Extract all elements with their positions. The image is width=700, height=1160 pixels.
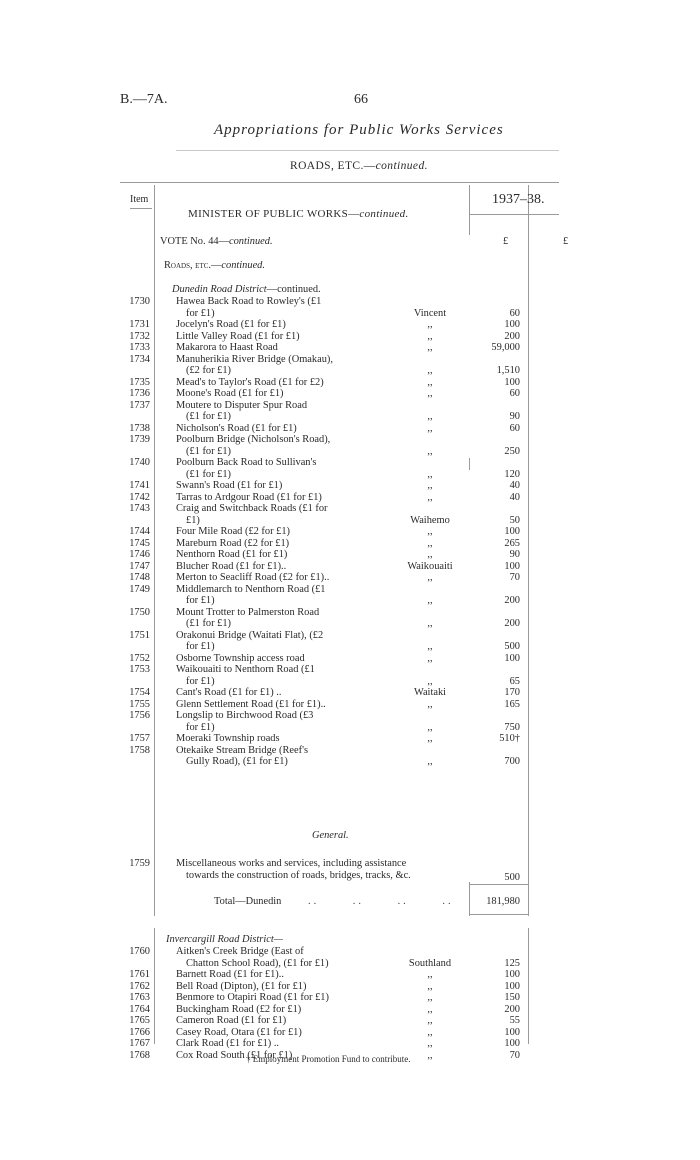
- item-number: 1760: [129, 946, 150, 957]
- leader-dots: .. .. .. ..: [308, 896, 454, 907]
- row-amount: 90: [509, 411, 520, 422]
- item-number: 1751: [129, 629, 150, 641]
- row-amount: 59,000: [491, 342, 520, 353]
- row-description-cont: (£2 for £1): [186, 365, 232, 376]
- item-number: 1762: [129, 980, 150, 992]
- county-name: ,,: [427, 618, 433, 629]
- row-description-cont: for £1): [186, 675, 215, 687]
- row-description: Waikouaiti to Nenthorn Road (£1: [176, 664, 315, 675]
- row-amount: 100: [504, 652, 520, 664]
- item-number: 1743: [129, 503, 150, 514]
- item-number: 1738: [129, 422, 150, 434]
- item-number: 1759: [129, 858, 150, 869]
- item-number: 1750: [129, 606, 150, 618]
- item-number: 1734: [129, 353, 150, 365]
- general-heading: General.: [312, 830, 349, 841]
- row-description: Tarras to Ardgour Road (£1 for £1): [176, 491, 322, 503]
- total-amount: 181,980: [486, 896, 520, 907]
- county-name: ,,: [427, 980, 433, 992]
- row-description: Otekaike Stream Bridge (Reef's: [176, 744, 308, 756]
- item-number: 1739: [129, 434, 150, 445]
- row-amount: 100: [504, 1038, 520, 1049]
- county-name: ,,: [427, 526, 433, 537]
- row-amount: 750: [504, 721, 520, 733]
- ministry-heading: MINISTER OF PUBLIC WORKS—continued.: [188, 208, 409, 220]
- county-name: ,,: [427, 992, 433, 1003]
- county-name: ,,: [427, 698, 433, 710]
- item-number: 1736: [129, 388, 150, 399]
- county-name: ,,: [427, 445, 433, 457]
- item-number: 1763: [129, 992, 150, 1003]
- row-description-cont: (£1 for £1): [186, 445, 232, 457]
- row-description: Longslip to Birchwood Road (£3: [176, 710, 314, 721]
- row-amount: 60: [509, 388, 520, 399]
- item-number: 1746: [129, 549, 150, 560]
- item-number: 1744: [129, 526, 150, 537]
- document-ref: B.—7A.: [120, 92, 168, 107]
- row-amount: 500: [504, 872, 520, 883]
- county-name: ,,: [427, 468, 433, 480]
- row-description: Cameron Road (£1 for £1): [176, 1015, 287, 1026]
- item-number: 1735: [129, 376, 150, 388]
- row-amount: 500: [504, 641, 520, 652]
- item-number: 1765: [129, 1015, 150, 1026]
- item-number: 1745: [129, 537, 150, 549]
- row-description-cont: (£1 for £1): [186, 618, 232, 629]
- row-amount: 200: [504, 1003, 520, 1015]
- item-number: 1733: [129, 342, 150, 353]
- item-number: 1764: [129, 1003, 150, 1015]
- county-name: ,,: [427, 330, 433, 342]
- row-amount: 510†: [499, 733, 520, 744]
- row-amount: 40: [509, 480, 520, 491]
- row-description-cont: Chatton School Road), (£1 for £1): [186, 957, 329, 969]
- pound-sign: £: [503, 236, 509, 247]
- row-amount: 170: [504, 687, 520, 698]
- county-name: Southland: [408, 957, 452, 969]
- row-description: Makarora to Haast Road: [176, 342, 278, 353]
- county-name: ,,: [427, 1038, 433, 1049]
- item-number: 1768: [129, 1049, 150, 1061]
- item-number: 1752: [129, 652, 150, 664]
- row-description-cont: (£1 for £1): [186, 411, 232, 422]
- total-label: Total—Dunedin: [214, 896, 282, 907]
- row-amount: 100: [504, 376, 520, 388]
- county-name: ,,: [427, 641, 433, 652]
- row-description: Clark Road (£1 for £1) ..: [176, 1038, 280, 1049]
- district-heading: Invercargill Road District—: [166, 934, 283, 945]
- row-description-cont: for £1): [186, 641, 215, 652]
- row-amount: 100: [504, 526, 520, 537]
- row-description: Osborne Township access road: [176, 652, 305, 664]
- row-amount: 60: [509, 307, 520, 319]
- row-description: Casey Road, Otara (£1 for £1): [176, 1026, 302, 1038]
- row-description: Buckingham Road (£2 for £1): [176, 1003, 302, 1015]
- county-name: Waikouaiti: [407, 560, 453, 572]
- row-amount: 120: [504, 468, 520, 480]
- row-description: Blucher Road (£1 for £1)..: [176, 560, 287, 572]
- county-name: ,,: [427, 572, 433, 583]
- row-amount: 150: [504, 992, 520, 1003]
- county-name: ,,: [427, 549, 433, 560]
- row-amount: 100: [504, 969, 520, 980]
- row-description: Cox Road South (£1 for £1): [176, 1049, 293, 1061]
- row-description-cont: Gully Road), (£1 for £1): [186, 756, 288, 767]
- county-name: ,,: [427, 1026, 433, 1038]
- row-description: Moone's Road (£1 for £1): [176, 388, 284, 399]
- county-name: ,,: [427, 480, 433, 491]
- row-amount: 100: [504, 319, 520, 330]
- item-number: 1731: [129, 319, 150, 330]
- county-name: ,,: [427, 1049, 433, 1061]
- pound-sign: £: [563, 236, 569, 247]
- row-description-cont: £1): [186, 514, 200, 526]
- item-number: 1742: [129, 491, 150, 503]
- county-name: ,,: [427, 1015, 433, 1026]
- row-description: Orakonui Bridge (Waitati Flat), (£2: [176, 629, 324, 641]
- row-description: Barnett Road (£1 for £1)..: [176, 969, 284, 980]
- item-number: 1732: [129, 330, 150, 342]
- section-subtitle: ROADS, ETC.—continued.: [290, 160, 428, 172]
- item-number: 1741: [129, 480, 150, 491]
- county-name: ,,: [427, 422, 433, 434]
- row-amount: 60: [509, 422, 520, 434]
- county-name: ,,: [427, 342, 433, 353]
- row-description: Mead's to Taylor's Road (£1 for £2): [176, 376, 324, 388]
- roads-heading: Roads, etc.—continued.: [164, 260, 265, 271]
- row-description: Swann's Road (£1 for £1): [176, 480, 283, 491]
- item-column-header: Item: [130, 194, 149, 205]
- item-number: 1761: [129, 969, 150, 980]
- county-name: ,,: [427, 675, 433, 687]
- row-description: Mareburn Road (£2 for £1): [176, 537, 290, 549]
- row-description: Little Valley Road (£1 for £1): [176, 330, 300, 342]
- county-name: ,,: [427, 652, 433, 664]
- footnote: † Employment Promotion Fund to contribute.: [246, 1054, 411, 1064]
- item-number: 1737: [129, 399, 150, 411]
- row-description: Middlemarch to Nenthorn Road (£1: [176, 583, 326, 595]
- row-amount: 125: [504, 957, 520, 969]
- county-name: Vincent: [413, 307, 447, 319]
- row-amount: 250: [504, 445, 520, 457]
- row-description-cont: towards the construction of roads, bridges, tracks, &c.: [186, 870, 411, 881]
- county-name: ,,: [427, 1003, 433, 1015]
- row-description: Four Mile Road (£2 for £1): [176, 526, 290, 537]
- item-number: 1758: [129, 744, 150, 756]
- row-amount: 65: [509, 675, 520, 687]
- county-name: ,,: [427, 319, 433, 330]
- row-amount: 700: [504, 756, 520, 767]
- row-description: Moeraki Township roads: [176, 733, 280, 744]
- page-title: Appropriations for Public Works Services: [214, 122, 504, 138]
- row-description-cont: (£1 for £1): [186, 468, 232, 480]
- row-description: Jocelyn's Road (£1 for £1): [176, 319, 286, 330]
- county-name: ,,: [427, 721, 433, 733]
- item-number: 1740: [129, 457, 150, 468]
- row-amount: 40: [509, 491, 520, 503]
- row-amount: 100: [504, 980, 520, 992]
- county-name: Waihemo: [410, 514, 450, 526]
- row-description-cont: for £1): [186, 721, 215, 733]
- row-description: Poolburn Bridge (Nicholson's Road),: [176, 434, 331, 445]
- row-amount: 1,510: [496, 365, 520, 376]
- county-name: ,,: [427, 595, 433, 606]
- district-heading: Dunedin Road District—continued.: [172, 284, 321, 295]
- row-description: Miscellaneous works and services, including assistance: [176, 858, 407, 869]
- row-description: Nenthorn Road (£1 for £1): [176, 549, 288, 560]
- row-amount: 100: [504, 1026, 520, 1038]
- item-number: 1754: [129, 687, 150, 698]
- county-name: ,,: [427, 411, 433, 422]
- row-description: Poolburn Back Road to Sullivan's: [176, 457, 317, 468]
- county-name: ,,: [427, 733, 433, 744]
- item-number: 1753: [129, 664, 150, 675]
- item-number: 1747: [129, 560, 150, 572]
- row-description: Merton to Seacliff Road (£2 for £1)..: [176, 572, 330, 583]
- row-description: Bell Road (Dipton), (£1 for £1): [176, 980, 307, 992]
- county-name: ,,: [427, 756, 433, 767]
- row-amount: 70: [509, 1049, 520, 1061]
- county-name: ,,: [427, 491, 433, 503]
- row-amount: 265: [504, 537, 520, 549]
- county-name: Waitaki: [413, 687, 447, 698]
- item-number: 1756: [129, 710, 150, 721]
- row-description-cont: for £1): [186, 307, 215, 319]
- row-description: Benmore to Otapiri Road (£1 for £1): [176, 992, 329, 1003]
- item-number: 1767: [129, 1038, 150, 1049]
- row-description: Nicholson's Road (£1 for £1): [176, 422, 297, 434]
- row-description: Glenn Settlement Road (£1 for £1)..: [176, 698, 326, 710]
- row-amount: 55: [509, 1015, 520, 1026]
- item-number: 1766: [129, 1026, 150, 1038]
- row-description: Moutere to Disputer Spur Road: [176, 399, 308, 411]
- row-amount: 70: [509, 572, 520, 583]
- year-column-header: 1937–38.: [492, 192, 545, 207]
- vote-heading: VOTE No. 44—continued.: [160, 236, 273, 247]
- item-number: 1748: [129, 572, 150, 583]
- county-name: ,,: [427, 388, 433, 399]
- row-amount: 50: [509, 514, 520, 526]
- row-description: Hawea Back Road to Rowley's (£1: [176, 296, 322, 307]
- row-amount: 200: [504, 618, 520, 629]
- county-name: ,,: [427, 365, 433, 376]
- row-description-cont: for £1): [186, 595, 215, 606]
- row-description: Mount Trotter to Palmerston Road: [176, 606, 320, 618]
- row-amount: 200: [504, 330, 520, 342]
- row-amount: 90: [509, 549, 520, 560]
- row-amount: 100: [504, 560, 520, 572]
- item-number: 1757: [129, 733, 150, 744]
- county-name: ,,: [427, 376, 433, 388]
- row-description: Manuherikia River Bridge (Omakau),: [176, 353, 333, 365]
- county-name: ,,: [427, 537, 433, 549]
- page-number: 66: [354, 92, 368, 107]
- item-number: 1730: [129, 296, 150, 307]
- county-name: ,,: [427, 969, 433, 980]
- row-amount: 200: [504, 595, 520, 606]
- item-number: 1749: [129, 583, 150, 595]
- item-number: 1755: [129, 698, 150, 710]
- row-description: Craig and Switchback Roads (£1 for: [176, 503, 328, 514]
- row-description: Cant's Road (£1 for £1) ..: [176, 687, 282, 698]
- row-amount: 165: [504, 698, 520, 710]
- row-description: Aitken's Creek Bridge (East of: [176, 946, 304, 957]
